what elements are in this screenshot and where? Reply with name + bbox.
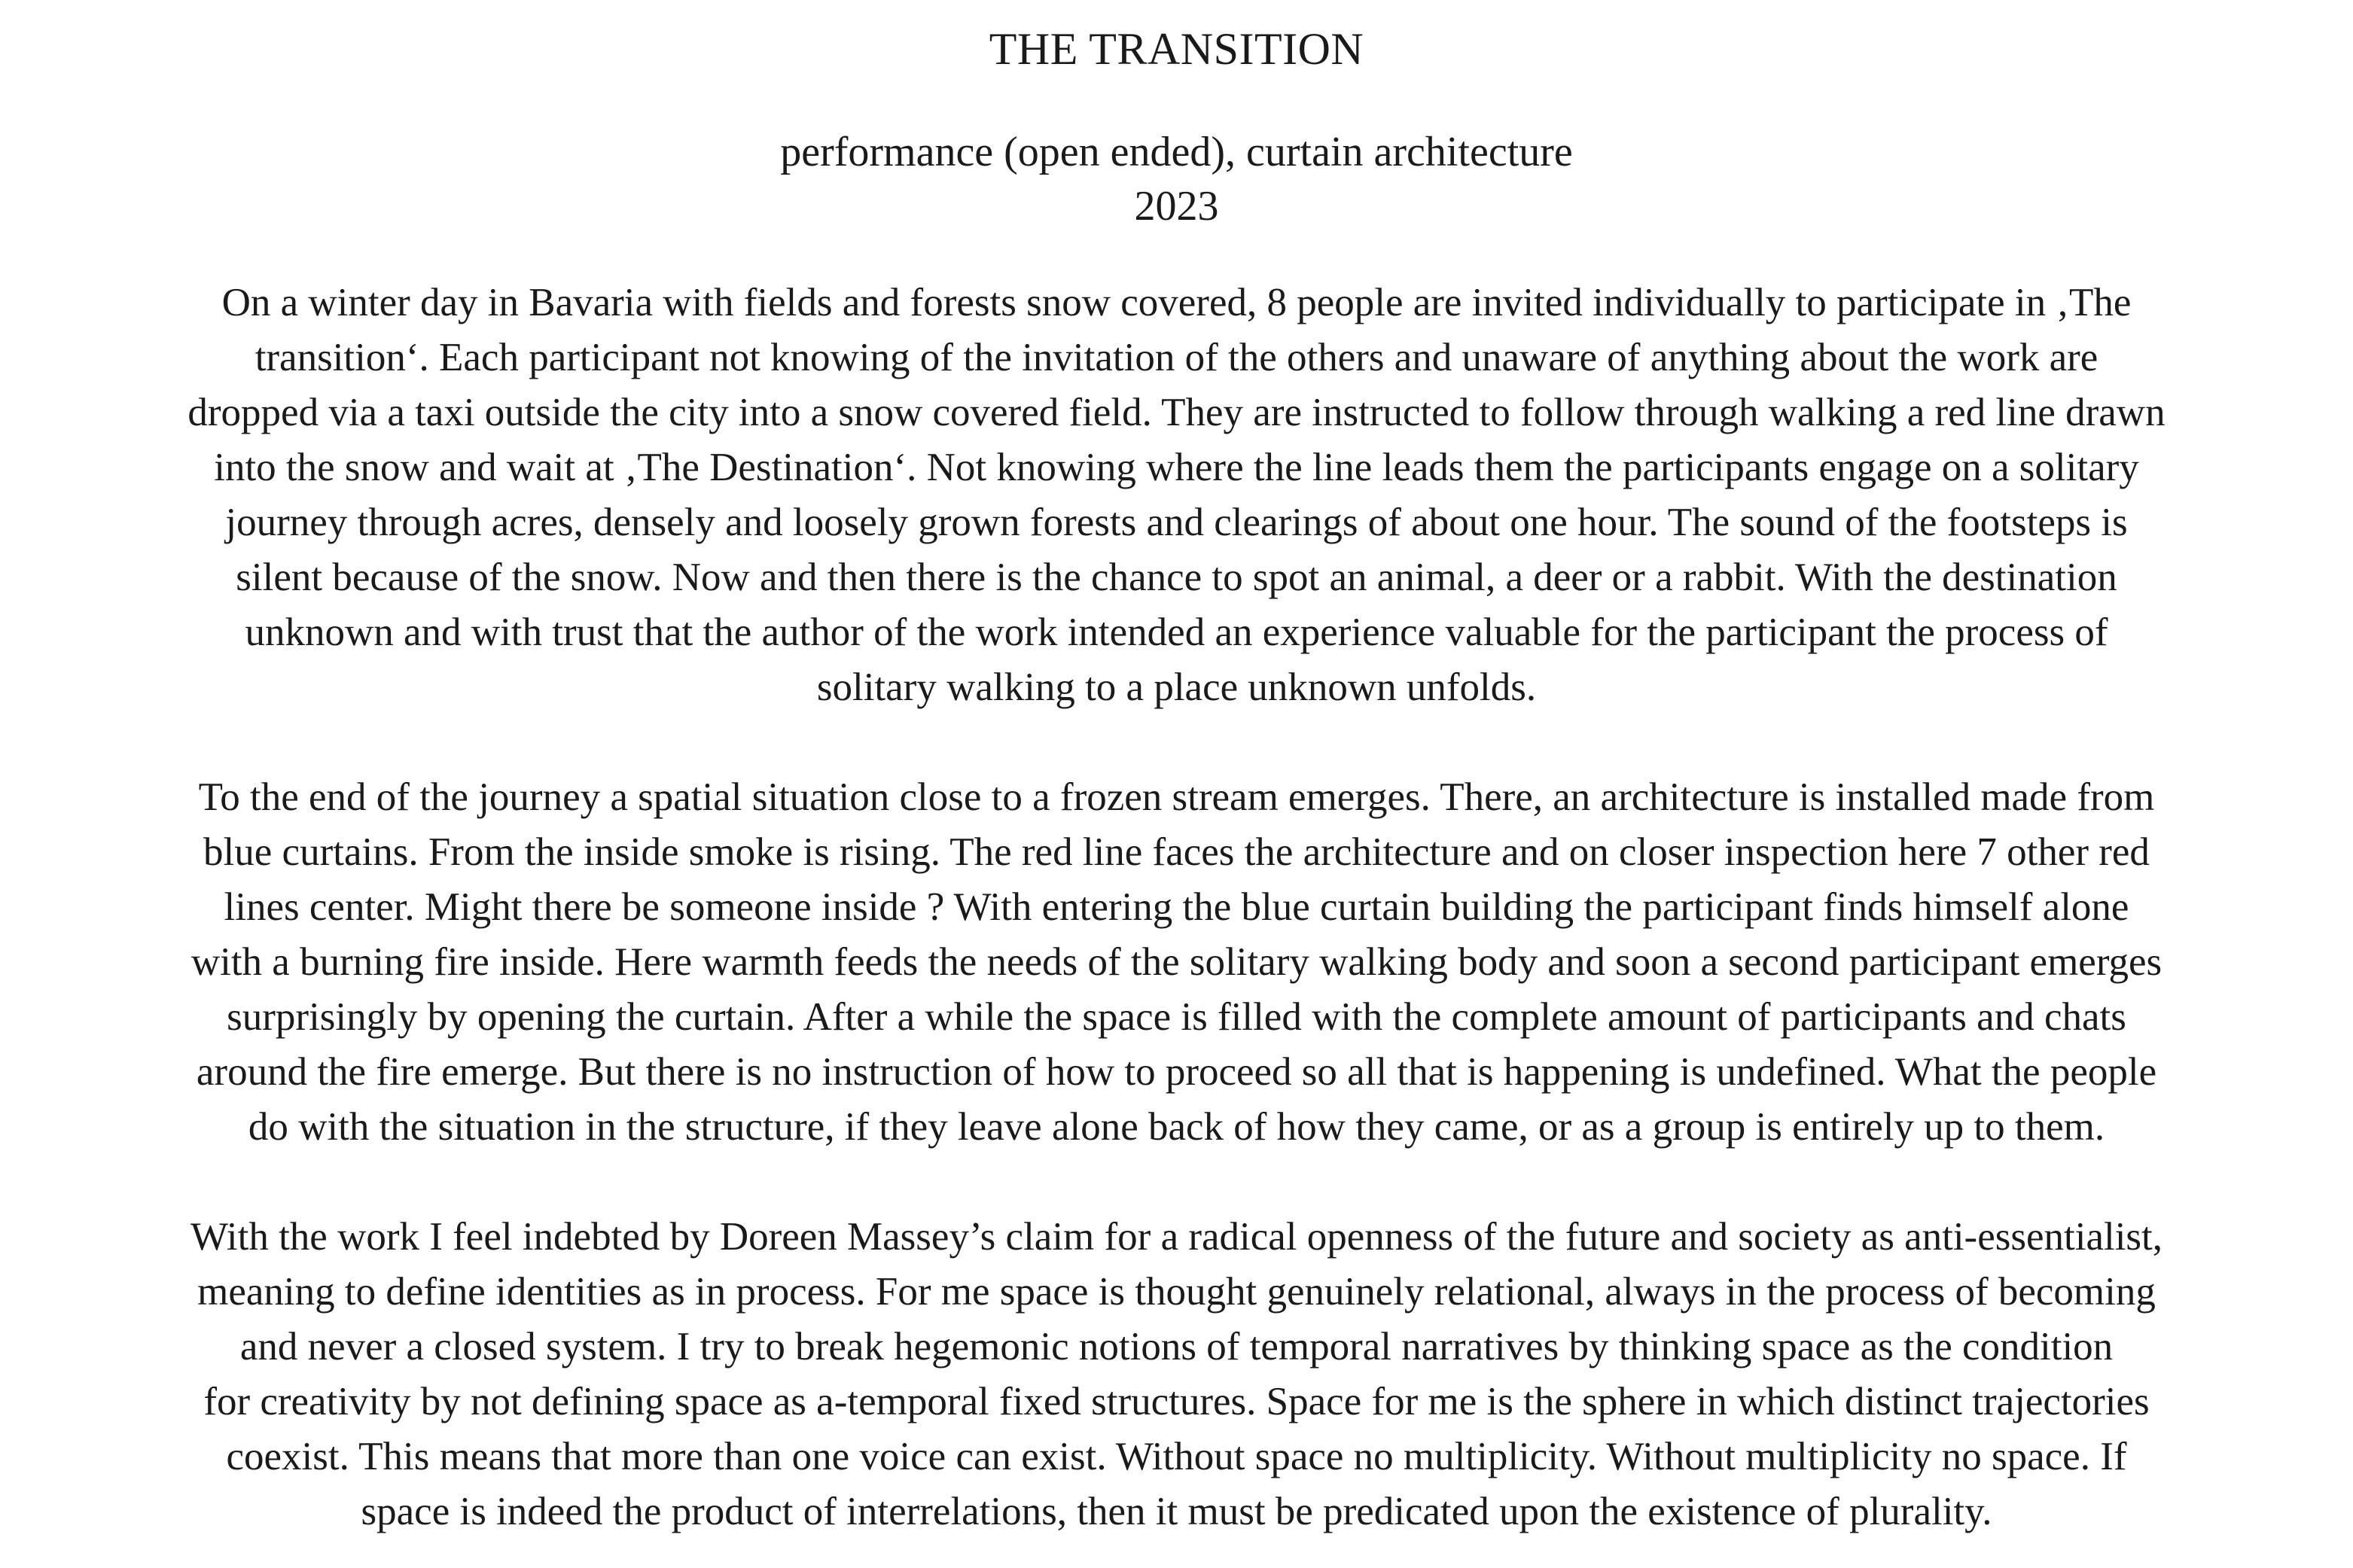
- text-line: solitary walking to a place unknown unfolds.: [816, 665, 1537, 709]
- text-line: into the snow and wait at ‚The Destination‘. Not knowing where the line leads them the participants engage on a solitary: [214, 446, 2139, 489]
- text-line: do with the situation in the structure, if they leave alone back of how they came, or as a group is entirely up to them.: [248, 1105, 2105, 1149]
- text-line: dropped via a taxi outside the city into a snow covered field. They are instructed to follow through walking a red line drawn: [187, 391, 2166, 434]
- text-line: transition‘. Each participant not knowing of the invitation of the others and unaware of anything about the work are: [255, 336, 2098, 379]
- text-line: space is indeed the product of interrelations, then it must be predicated upon the existence of plurality.: [361, 1490, 1992, 1533]
- text-line: To the end of the journey a spatial situation close to a frozen stream emerges. There, an architecture is installed made from: [198, 775, 2155, 819]
- text-line: silent because of the snow. Now and then there is the chance to spot an animal, a deer or a rabbit. With the destination: [236, 556, 2117, 599]
- text-line: for creativity by not defining space as a-temporal fixed structures. Space for me is the sphere in which distinct trajectories: [203, 1380, 2150, 1423]
- text-line: and never a closed system. I try to break hegemonic notions of temporal narratives by thinking space as the condition: [239, 1325, 2114, 1369]
- text-line: blue curtains. From the inside smoke is rising. The red line faces the architecture and on closer inspection here 7 other red: [203, 830, 2150, 874]
- text-line: coexist. This means that more than one voice can exist. Without space no multiplicity. Without multiplicity no space. If: [226, 1435, 2127, 1478]
- page-title: THE TRANSITION: [989, 24, 1364, 74]
- paragraph-theory: [45, 1210, 2308, 1539]
- text-line: meaning to define identities as in process. For me space is thought genuinely relational, always in the process of becoming: [197, 1270, 2156, 1314]
- text-line: around the fire emerge. But there is no instruction of how to proceed so all that is happening is undefined. What the people: [196, 1050, 2157, 1094]
- text-line: surprisingly by opening the curtain. After a while the space is filled with the complete amount of participants and chats: [227, 995, 2126, 1039]
- work-medium: performance (open ended), curtain architecture: [780, 129, 1573, 175]
- text-line: journey through acres, densely and loosely grown forests and clearings of about one hour. The sound of the footsteps is: [225, 501, 2128, 544]
- text-line: unknown and with trust that the author of the work intended an experience valuable for the participant the process of: [245, 610, 2108, 654]
- text-line: lines center. Might there be someone inside ? With entering the blue curtain building the participant finds himself alone: [224, 885, 2129, 929]
- text-line: With the work I feel indebted by Doreen Massey’s claim for a radical openness of the future and society as anti-essentialist,: [190, 1215, 2163, 1259]
- work-info: [45, 125, 2308, 233]
- text-line: with a burning fire inside. Here warmth feeds the needs of the solitary walking body and soon a second participant emerges: [190, 940, 2163, 984]
- text-line: On a winter day in Bavaria with fields and forests snow covered, 8 people are invited individually to participate in ‚The: [221, 281, 2132, 324]
- work-year: 2023: [1134, 183, 1219, 230]
- paragraph-architecture: [45, 770, 2308, 1155]
- paragraph-journey: [45, 276, 2308, 715]
